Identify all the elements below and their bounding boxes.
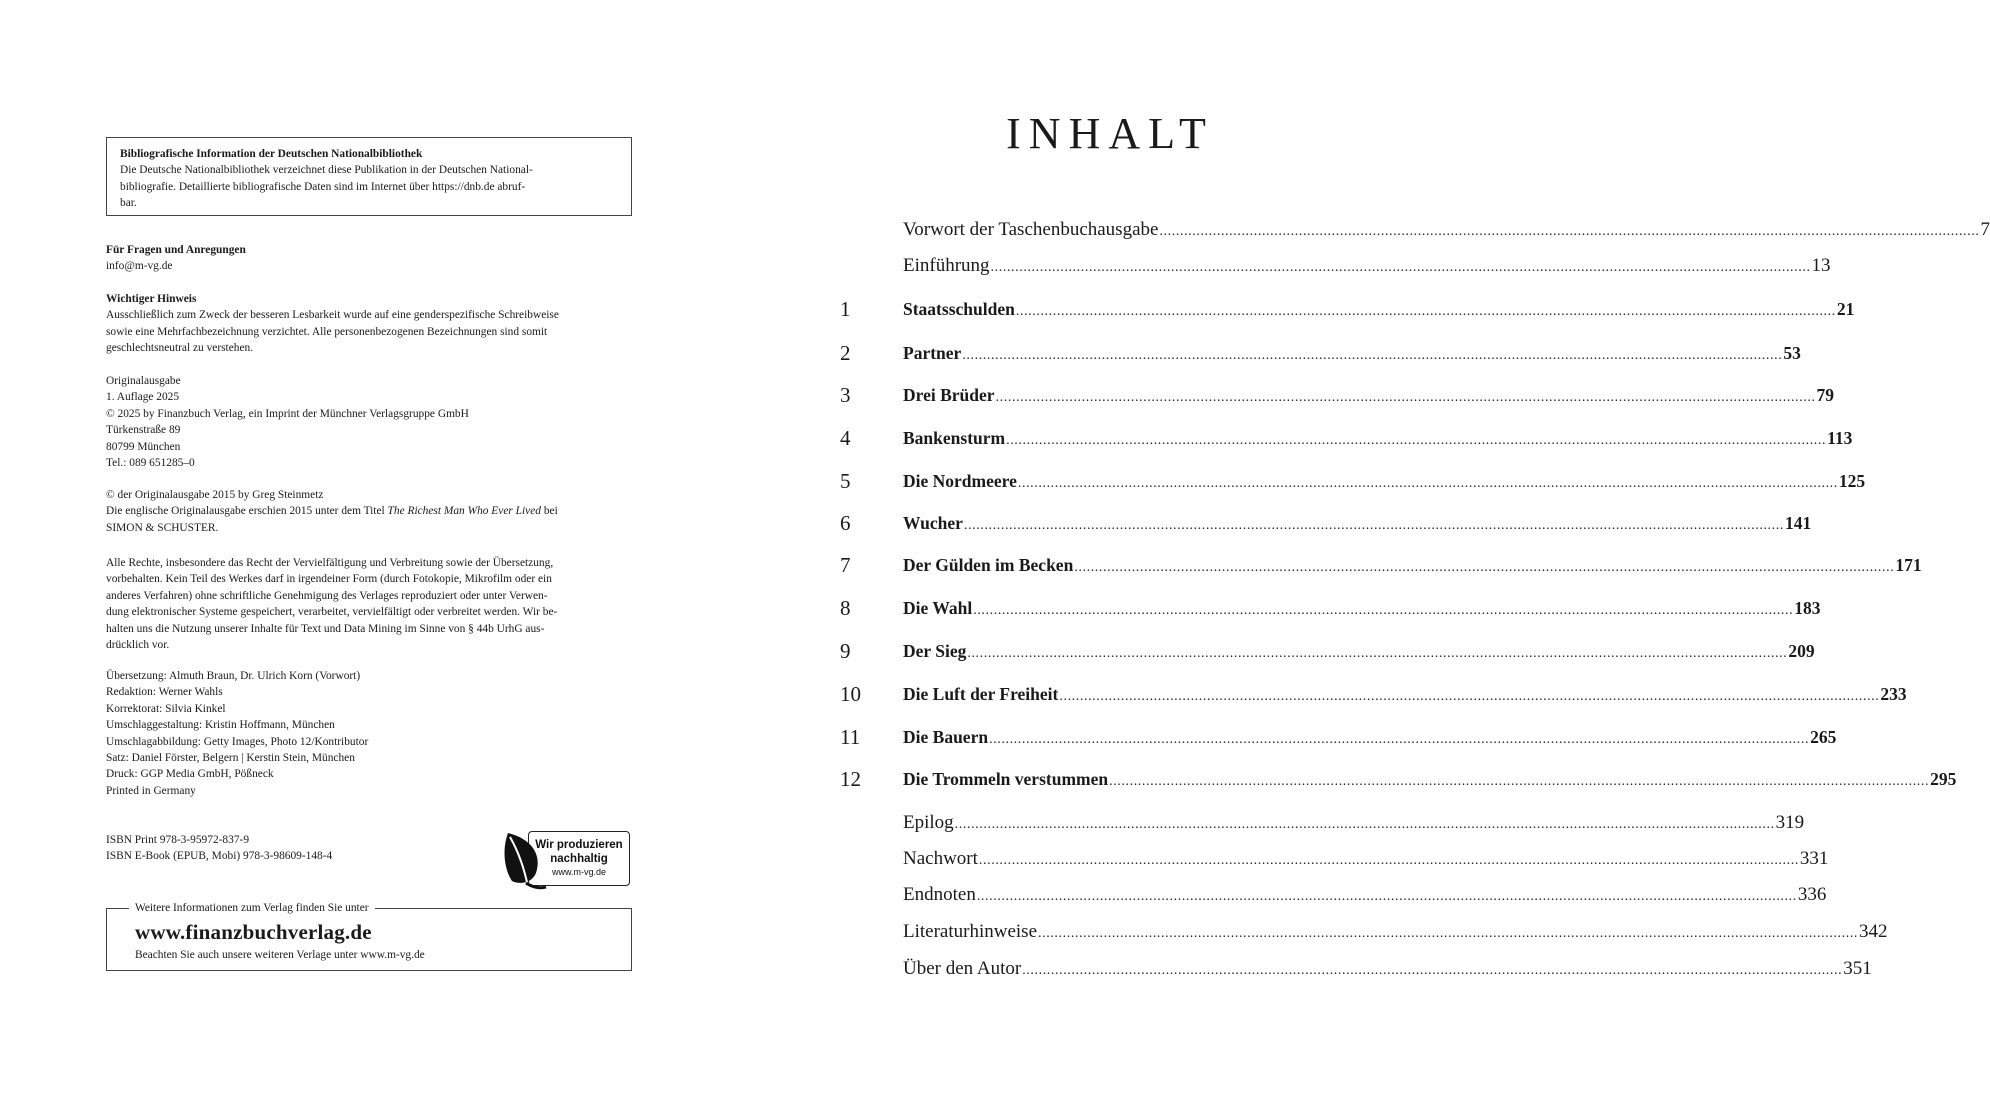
imprint-page [106,0,632,1104]
toc-entry-line [903,424,1853,455]
rights-line: anderes Verfahren) ohne schriftliche Genehmigung des Verlages reproduziert oder unter Verwen- [106,589,548,602]
toc-entry[interactable] [840,955,1872,983]
toc-dot-leader: ........................................................................................................................................................................................................ [1109,774,1930,789]
toc-entry-label: Die Luft der Freiheit [903,684,1059,704]
publisher-web-box [106,902,632,971]
notice-line: geschlechtsneutral zu verstehen. [106,342,254,355]
rights-line: dung elektronischer Systeme gespeichert, verarbeitet, vervielfältigt oder verbreitet werden. Wir be- [106,606,558,619]
contact-email[interactable]: info@m-vg.de [106,260,173,273]
toc-entry-line [903,216,1990,246]
toc-entry[interactable] [840,467,1866,495]
toc-entry[interactable] [840,918,1888,946]
toc-page-number: 342 [1859,921,1888,942]
toc-entry-line [903,765,1957,796]
toc-page [840,0,1990,1104]
edition-line: Türkenstraße 89 [106,424,181,437]
toc-chapter-number: 5 [840,469,851,493]
toc-entry-label: Epilog [903,812,954,833]
rights-line: Alle Rechte, insbesondere das Recht der Vervielfältigung und Verbreitung sowie der Übersetzung, [106,557,554,569]
toc-entry-line [903,467,1866,498]
toc-page-number: 351 [1843,958,1872,979]
toc-chapter-number: 6 [840,511,851,535]
credit-line: Druck: GGP Media GmbH, Pößneck [106,768,274,781]
toc-entry-line [903,723,1837,754]
toc-entry-label: Über den Autor [903,958,1022,979]
credit-line: Printed in Germany [106,784,196,797]
toc-entry[interactable] [840,424,1853,452]
original-title-prefix: Die englische Originalausgabe erschien 2015 unter dem Titel [106,505,388,518]
toc-entry[interactable] [840,551,1922,579]
toc-dot-leader: ........................................................................................................................................................................................................ [1022,963,1843,978]
toc-entry-line [903,252,1831,282]
web-legend: Weitere Informationen zum Verlag finden Sie unter [129,900,375,916]
credit-line: Umschlagabbildung: Getty Images, Photo 12/Kontributor [106,735,369,748]
toc-page-number: 53 [1783,343,1801,363]
original-title-line [106,503,632,519]
toc-entry-line [903,881,1827,911]
toc-entry[interactable] [840,252,1831,280]
isbn-ebook: ISBN E-Book (EPUB, Mobi) 978-3-98609-148-4 [106,850,333,863]
toc-page-number: 79 [1816,385,1835,405]
questions-heading: Für Fragen und Anregungen [106,244,246,256]
toc-entry[interactable] [840,339,1801,367]
rights-section [106,555,632,653]
toc-page-number: 336 [1797,884,1827,905]
toc-chapter-number: 7 [840,553,851,577]
toc-page-number: 13 [1811,255,1831,276]
toc-entry-label: Partner [903,343,962,363]
toc-page-number: 331 [1799,848,1829,869]
toc-entry-label: Die Nordmeere [903,471,1017,491]
toc-entry[interactable] [840,509,1812,537]
toc-entry-line [903,845,1829,875]
badge-line1: Wir produzieren [535,839,623,851]
publisher-website-link[interactable]: www.finanzbuchverlag.de [135,920,372,944]
toc-chapter-number: 9 [840,639,851,663]
toc-entry-label: Literaturhinweise [903,921,1038,942]
toc-entry-line [903,551,1922,582]
toc-page-number: 233 [1880,684,1907,704]
rights-line: vorbehalten. Kein Teil des Werkes darf in irgendeiner Form (durch Fotokopie, Mikrofilm oder ein [106,573,552,586]
toc-entry[interactable] [840,381,1835,409]
toc-dot-leader: ........................................................................................................................................................................................................ [1059,689,1880,704]
toc-dot-leader: ........................................................................................................................................................................................................ [962,348,1783,363]
toc-dot-leader: ........................................................................................................................................................................................................ [1159,224,1980,239]
credits-section [106,668,632,799]
edition-line: Tel.: 089 651285–0 [106,457,195,470]
toc-entry[interactable] [840,881,1827,909]
credit-line: Redaktion: Werner Wahls [106,686,223,699]
toc-page-number: 209 [1788,641,1815,661]
credit-line: Übersetzung: Almuth Braun, Dr. Ulrich Korn (Vorwort) [106,670,361,682]
toc-entry[interactable] [840,216,1990,244]
isbn-section [106,832,466,865]
toc-dot-leader: ........................................................................................................................................................................................................ [963,518,1784,533]
toc-dot-leader: ........................................................................................................................................................................................................ [1006,433,1827,448]
toc-page-number: 319 [1775,812,1805,833]
toc-entry-label: Staatsschulden [903,299,1015,319]
toc-dot-leader: ........................................................................................................................................................................................................ [1074,560,1895,575]
leaf-icon [502,829,546,889]
toc-entry-label: Nachwort [903,848,978,869]
original-title: The Richest Man Who Ever Lived [387,505,541,518]
toc-dot-leader: ........................................................................................................................................................................................................ [995,390,1816,405]
rights-line: halten uns die Nutzung unserer Inhalte für Text und Data Mining im Sinne von § 44b UrhG aus- [106,622,545,635]
toc-dot-leader: ........................................................................................................................................................................................................ [978,853,1799,868]
toc-chapter-number: 11 [840,725,861,749]
toc-title: INHALT [1006,109,1214,158]
toc-entry-label: Der Sieg [903,641,967,661]
edition-line: 1. Auflage 2025 [106,391,180,404]
toc-chapter-number: 10 [840,682,861,706]
toc-entry-line [903,955,1872,985]
toc-page-number: 7 [1980,219,1990,240]
credit-line: Satz: Daniel Förster, Belgern | Kerstin Stein, München [106,752,355,765]
toc-entry-line [903,339,1801,370]
toc-page-number: 183 [1794,598,1821,618]
toc-entry-line [903,637,1815,668]
rights-line: drücklich vor. [106,639,170,652]
toc-chapter-number: 2 [840,341,851,365]
toc-page-number: 125 [1838,471,1866,491]
toc-chapter-number: 1 [840,297,851,321]
toc-entry-line [903,381,1835,412]
notice-line: sowie eine Mehrfachbezeichnung verzichtet. Alle personenbezogenen Bezeichnungen sind somit [106,325,548,338]
badge-url: www.m-vg.de [551,867,606,877]
toc-entry[interactable] [840,845,1829,873]
toc-entry[interactable] [840,594,1821,622]
toc-entry-label: Vorwort der Taschenbuchausgabe [903,219,1159,240]
toc-entry-label: Die Bauern [903,727,989,747]
edition-section [106,373,632,471]
toc-dot-leader: ........................................................................................................................................................................................................ [1038,926,1859,941]
edition-line: 80799 München [106,440,181,453]
toc-page-number: 295 [1930,769,1957,789]
sustainability-badge [502,829,632,887]
toc-page-number: 171 [1895,555,1922,575]
toc-entry-line [903,295,1855,326]
toc-dot-leader: ........................................................................................................................................................................................................ [973,603,1794,618]
toc-entry-label: Bankensturm [903,428,1006,448]
credit-line: Umschlaggestaltung: Kristin Hoffmann, München [106,719,335,732]
toc-dot-leader: ........................................................................................................................................................................................................ [954,817,1775,832]
toc-chapter-number: 3 [840,383,851,407]
toc-dot-leader: ........................................................................................................................................................................................................ [967,646,1788,661]
toc-entry-line [903,918,1888,948]
notice-line: Ausschließlich zum Zweck der besseren Lesbarkeit wurde auf eine genderspezifische Schreibweise [106,309,559,322]
biblio-heading: Bibliografische Information der Deutschen Nationalbibliothek [120,148,423,160]
toc-entry[interactable] [840,637,1815,665]
credit-line: Korrektorat: Silvia Kinkel [106,702,226,715]
toc-chapter-number: 4 [840,426,851,450]
toc-chapter-number: 12 [840,767,861,791]
toc-dot-leader: ........................................................................................................................................................................................................ [1015,304,1836,319]
toc-entry-line [903,509,1812,540]
bibliographic-info-box [106,137,632,216]
biblio-line: bar. [120,197,137,210]
original-edition-section [106,487,632,536]
toc-entry-label: Einführung [903,255,990,276]
toc-entry-label: Drei Brüder [903,385,995,405]
toc-page-number: 113 [1827,428,1853,448]
original-publisher: SIMON & SCHUSTER. [106,521,219,534]
original-copyright: © der Originalausgabe 2015 by Greg Steinmetz [106,489,324,501]
biblio-line: Die Deutsche Nationalbibliothek verzeichnet diese Publikation in der Deutschen National- [120,164,533,177]
toc-page-number: 141 [1784,513,1812,533]
toc-page-number: 21 [1836,299,1855,319]
original-title-suffix: bei [540,505,558,518]
toc-entry[interactable] [840,809,1805,837]
toc-entry-label: Der Gülden im Becken [903,555,1074,575]
toc-dot-leader: ........................................................................................................................................................................................................ [1017,476,1838,491]
toc-entry-line [903,594,1821,625]
toc-entry[interactable] [840,765,1957,793]
edition-line: Originalausgabe [106,375,181,387]
toc-entry-label: Die Wahl [903,598,973,618]
questions-section [106,242,632,275]
toc-dot-leader: ........................................................................................................................................................................................................ [989,732,1810,747]
edition-line: © 2025 by Finanzbuch Verlag, ein Imprint der Münchner Verlagsgruppe GmbH [106,407,469,420]
badge-line2: nachhaltig [550,853,608,865]
toc-entry[interactable] [840,295,1855,323]
web-note: Beachten Sie auch unsere weiteren Verlage unter www.m-vg.de [135,949,425,961]
toc-entry-label: Endnoten [903,884,976,905]
toc-dot-leader: ........................................................................................................................................................................................................ [990,260,1811,275]
toc-entry-label: Wucher [903,513,963,533]
isbn-print: ISBN Print 978-3-95972-837-9 [106,834,250,846]
toc-entry-line [903,809,1805,839]
toc-entry-line [903,680,1907,711]
toc-entry[interactable] [840,680,1907,708]
biblio-line: bibliografie. Detaillierte bibliografische Daten sind im Internet über https://dnb.de abruf- [120,180,526,193]
notice-heading: Wichtiger Hinweis [106,293,197,305]
toc-entry-label: Die Trommeln verstummen [903,769,1109,789]
notice-section [106,291,632,357]
toc-entry[interactable] [840,723,1837,751]
toc-page-number: 265 [1810,727,1837,747]
toc-dot-leader: ........................................................................................................................................................................................................ [976,889,1797,904]
toc-chapter-number: 8 [840,596,851,620]
